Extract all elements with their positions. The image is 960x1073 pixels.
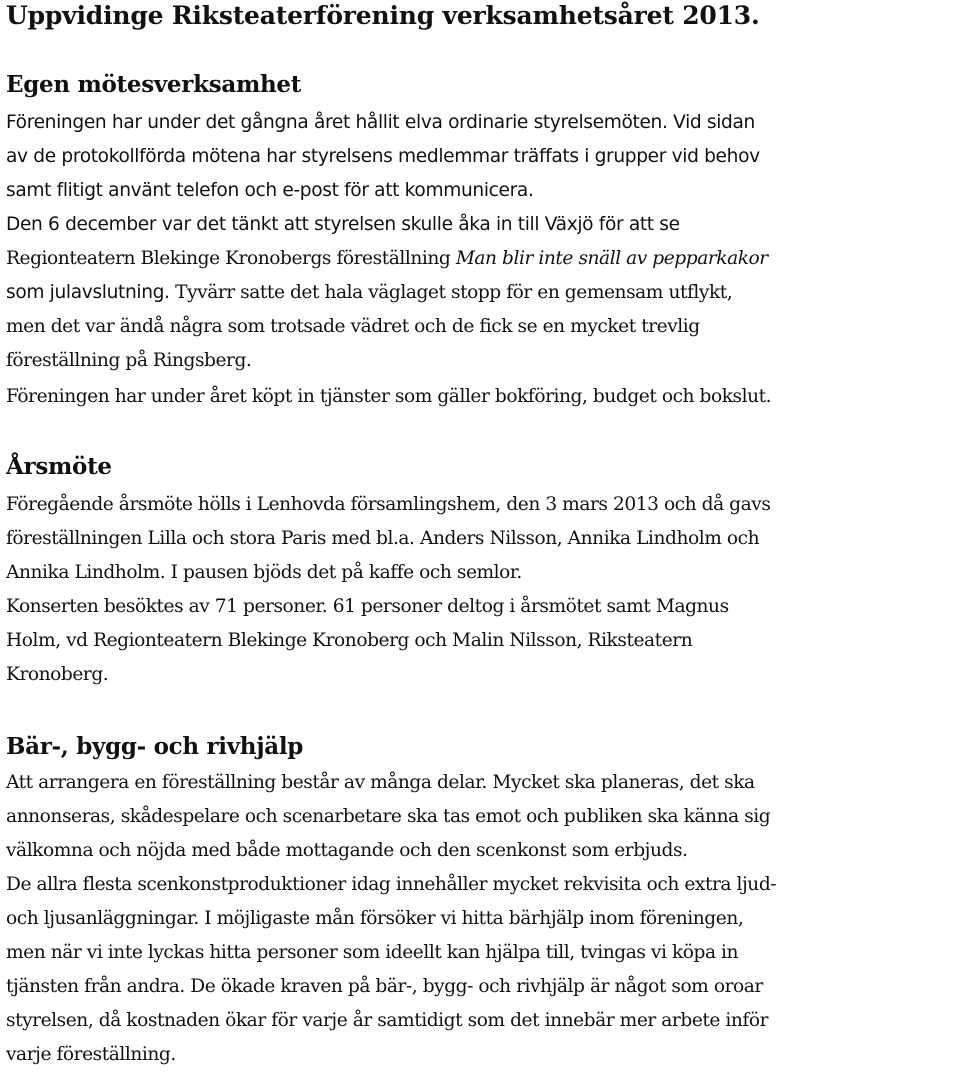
document-title: Uppvidinge Riksteaterförening verksamhetsåret 2013. [6, 1, 760, 30]
paragraph-line: varje föreställning. [6, 1044, 176, 1065]
paragraph-line: föreställning på Ringsberg. [6, 350, 252, 371]
paragraph-line: Den 6 december var det tänkt att styrelsen skulle åka in till Växjö för att se [6, 214, 680, 235]
show-title: Man blir inte snäll av pepparkakor [455, 248, 768, 269]
paragraph-line: Föreningen har under året köpt in tjänster som gäller bokföring, budget och bokslut. [6, 386, 772, 407]
paragraph-text: Tyvärr satte det hala väglaget stopp för en gemensam utflykt, [169, 282, 733, 303]
paragraph-line: Annika Lindholm. I pausen bjöds det på kaffe och semlor. [6, 562, 522, 583]
paragraph-line: Holm, vd Regionteatern Blekinge Kronoberg och Malin Nilsson, Riksteatern [6, 630, 693, 651]
paragraph-arranging [6, 766, 770, 868]
paragraph-line: föreställningen Lilla och stora Paris med bl.a. Anders Nilsson, Annika Lindholm och [6, 528, 760, 549]
paragraph-line: Föreningen har under det gångna året hållit elva ordinarie styrelsemöten. Vid sidan [6, 112, 755, 133]
paragraph-line: Konserten besöktes av 71 personer. 61 personer deltog i årsmötet samt Magnus [6, 596, 729, 617]
paragraph-line: annonseras, skådespelare och scenarbetare ska tas emot och publiken ska känna sig [6, 806, 771, 827]
paragraph-line: Kronoberg. [6, 664, 109, 685]
paragraph-productions [6, 868, 776, 1072]
paragraph-line: samt flitigt använt telefon och e-post för att kommunicera. [6, 180, 534, 201]
paragraph-line: De allra flesta scenkonstproduktioner idag innehåller mycket rekvisita och extra ljud- [6, 874, 777, 895]
paragraph-line: Föregående årsmöte hölls i Lenhovda församlingshem, den 3 mars 2013 och då gavs [6, 494, 771, 515]
paragraph-line [6, 242, 768, 276]
paragraph-line: välkomna och nöjda med både mottagande och den scenkonst som erbjuds. [6, 840, 688, 861]
section-heading-arsmote: Årsmöte [6, 453, 112, 480]
paragraph-annual-meeting [6, 488, 770, 590]
paragraph-line [6, 276, 768, 310]
paragraph-line: tjänsten från andra. De ökade kraven på bär-, bygg- och rivhjälp är något som oroar [6, 976, 763, 997]
paragraph-december-trip [6, 208, 768, 378]
paragraph-line: men det var ändå några som trotsade vädret och de fick se en mycket trevlig [6, 316, 700, 337]
paragraph-concert-attendance [6, 590, 729, 692]
paragraph-text: Regionteatern Blekinge Kronobergs föreställning [6, 248, 456, 269]
paragraph-line: styrelsen, då kostnaden ökar för varje år samtidigt som det innebär mer arbete inför [6, 1010, 769, 1031]
section-heading-bar-bygg-rivhjalp: Bär-, bygg- och rivhjälp [6, 733, 304, 760]
paragraph-line: men när vi inte lyckas hitta personer som ideellt kan hjälpa till, tvingas vi köpa in [6, 942, 739, 963]
paragraph-services [6, 380, 771, 414]
paragraph-line: Att arrangera en föreställning består av många delar. Mycket ska planeras, det ska [6, 772, 755, 793]
section-heading-egen-motesverksamhet: Egen mötesverksamhet [6, 71, 302, 98]
paragraph-line: av de protokollförda mötena har styrelsens medlemmar träffats i grupper vid behov [6, 146, 760, 167]
paragraph-text: som julavslutning. [6, 282, 170, 303]
paragraph-line: och ljusanläggningar. I möjligaste mån försöker vi hitta bärhjälp inom föreningen, [6, 908, 744, 929]
paragraph-meetings [6, 106, 760, 208]
